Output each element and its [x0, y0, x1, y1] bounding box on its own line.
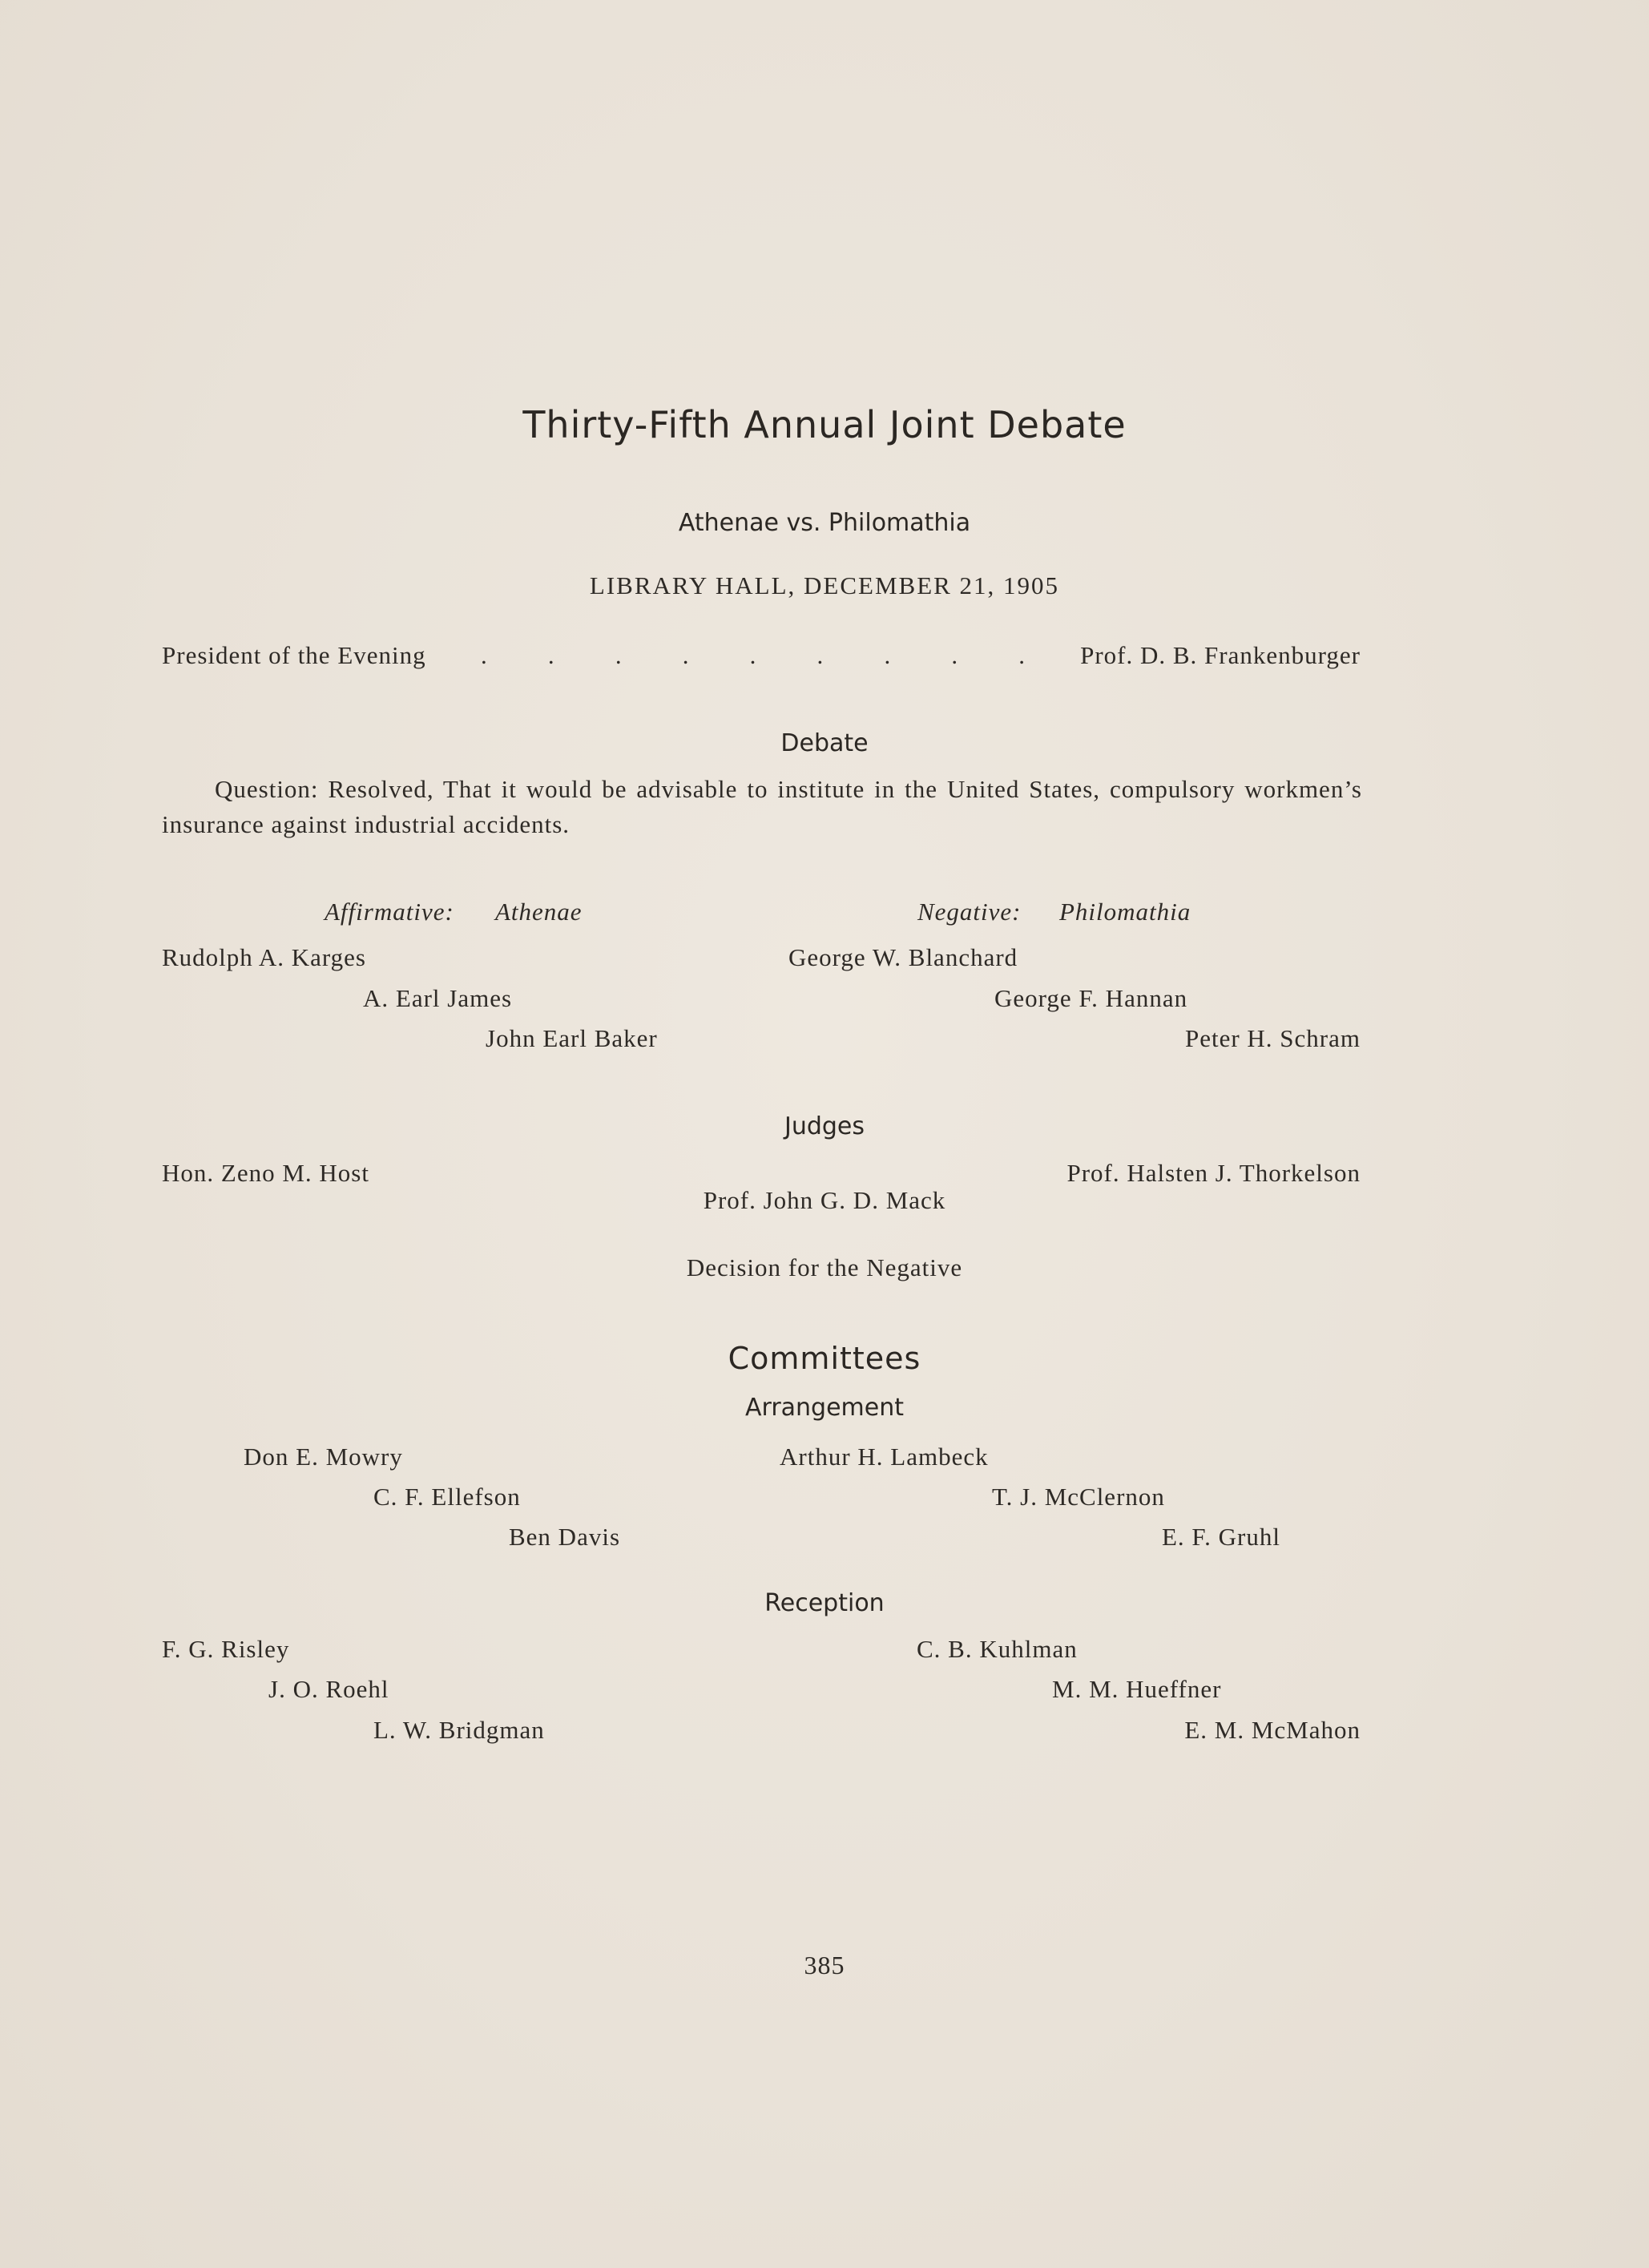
leader-dot: .: [615, 641, 623, 669]
arrangement-member: E. F. Gruhl: [1161, 1523, 1280, 1551]
arrangement-member: T. J. McClernon: [992, 1483, 1165, 1511]
affirmative-label: Affirmative:: [325, 898, 454, 926]
reception-member: J. O. Roehl: [268, 1675, 389, 1703]
leader-dot: .: [481, 641, 488, 669]
leader-dot: .: [951, 641, 959, 669]
subtitle: Athenae vs. Philomathia: [678, 509, 971, 537]
reception-member: C. B. Kuhlman: [917, 1635, 1078, 1663]
committees-heading: Committees: [728, 1341, 921, 1376]
leader-dot: .: [1018, 641, 1026, 669]
leader-dot: .: [547, 641, 555, 669]
reception-member: F. G. Risley: [162, 1635, 290, 1663]
affirmative-speaker: A. Earl James: [363, 984, 513, 1012]
negative-speaker: George W. Blanchard: [788, 943, 1018, 971]
negative-speaker: George F. Hannan: [994, 984, 1188, 1012]
judge-name: Prof. Halsten J. Thorkelson: [1066, 1159, 1361, 1187]
judges-heading: Judges: [784, 1112, 865, 1140]
leader-dot: .: [816, 641, 824, 669]
page-title: Thirty-Fifth Annual Joint Debate: [522, 403, 1127, 446]
reception-member: E. M. McMahon: [1184, 1716, 1361, 1744]
arrangement-member: Arthur H. Lambeck: [780, 1443, 989, 1471]
arrangement-heading: Arrangement: [744, 1394, 905, 1422]
reception-heading: Reception: [764, 1589, 885, 1617]
affirmative-speaker: John Earl Baker: [486, 1024, 658, 1052]
debate-question: Question: Resolved, That it would be advisable to institute in the United States, compulsory workmen’s insurance against industrial accidents.: [162, 775, 1362, 838]
decision: Decision for the Negative: [686, 1253, 963, 1281]
president-label: President of the Evening: [162, 641, 426, 669]
leader-dot: .: [682, 641, 690, 669]
president-name: Prof. D. B. Frankenburger: [1080, 641, 1361, 669]
arrangement-member: Don E. Mowry: [244, 1443, 403, 1471]
negative-speaker: Peter H. Schram: [1184, 1024, 1361, 1052]
page-number: 385: [804, 1951, 845, 1979]
negative-label: Negative:: [917, 898, 1022, 926]
arrangement-member: Ben Davis: [509, 1523, 621, 1551]
reception-member: M. M. Hueffner: [1052, 1675, 1222, 1703]
judge-name: Prof. John G. D. Mack: [703, 1186, 946, 1214]
leader-dot: .: [749, 641, 757, 669]
dot-leaders: [481, 641, 1026, 670]
debate-heading: Debate: [780, 729, 869, 757]
negative-society: Philomathia: [1059, 898, 1191, 926]
venue-line: LIBRARY HALL, DECEMBER 21, 1905: [589, 571, 1060, 599]
arrangement-member: C. F. Ellefson: [373, 1483, 521, 1511]
affirmative-society: Athenae: [495, 898, 583, 926]
affirmative-speaker: Rudolph A. Karges: [162, 943, 366, 971]
reception-member: L. W. Bridgman: [373, 1716, 545, 1744]
judge-name: Hon. Zeno M. Host: [162, 1159, 369, 1187]
leader-dot: .: [884, 641, 892, 669]
